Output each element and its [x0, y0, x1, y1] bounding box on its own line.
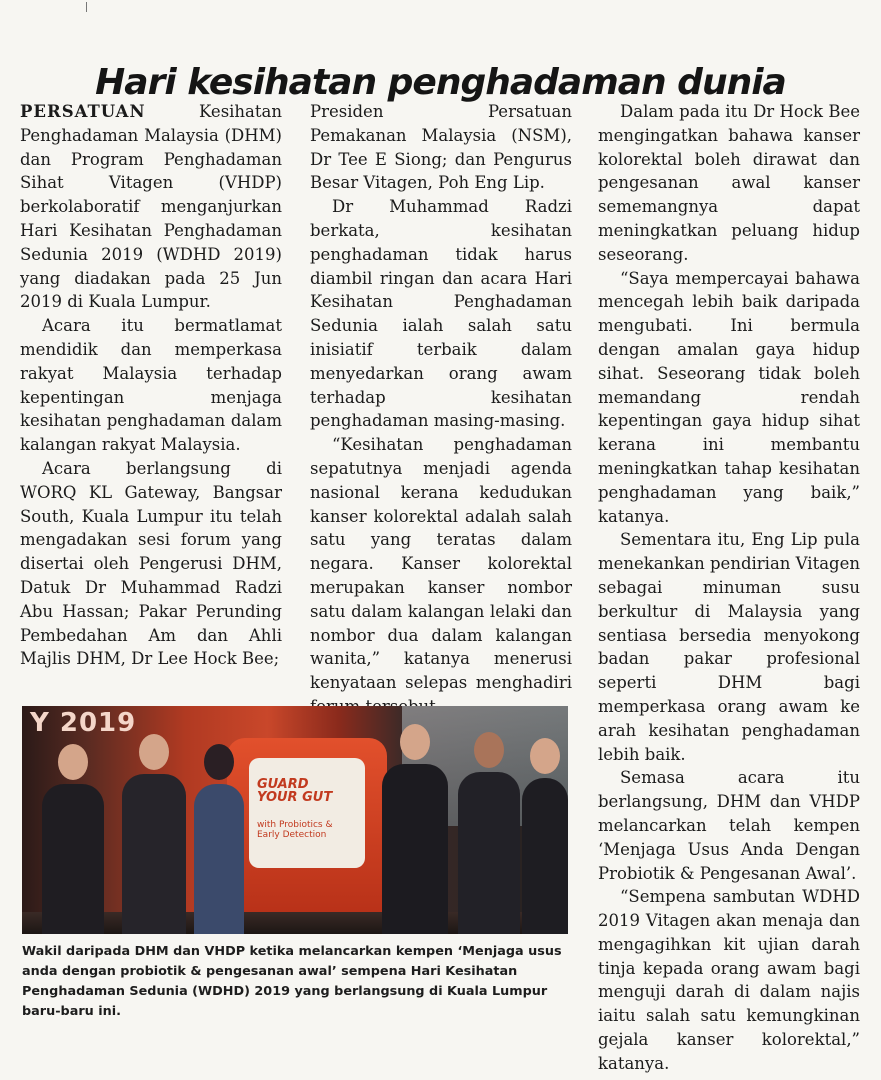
- event-photo: [22, 706, 568, 934]
- person-head: [139, 734, 169, 770]
- article-column-1: [20, 100, 282, 671]
- logo-line-2: YOUR GUT: [257, 790, 333, 805]
- paragraph: Dr Muhammad Radzi berkata, kesihatan penghadaman tidak harus diambil ringan dan acara Hari Kesihatan Penghadaman Sedunia ialah salah satu inisiatif terbaik dalam menyedarkan orang awam terhadap kesihatan penghadaman masing-masing.: [310, 197, 572, 431]
- person-figure: [382, 764, 448, 934]
- paragraph: Dalam pada itu Dr Hock Bee mengingatkan bahawa kanser kolorektal boleh dirawat dan pengesanan awal kanser sememangnya dapat meningkatkan peluang hidup seseorang.: [598, 102, 860, 264]
- article-column-3: [598, 100, 860, 1076]
- article-column-2: [310, 100, 572, 719]
- person-figure: [194, 784, 244, 934]
- person-figure: [122, 774, 186, 934]
- person-head: [474, 732, 504, 768]
- page-mark: [86, 2, 87, 12]
- paragraph-text: Kesihatan Penghadaman Malaysia (DHM) dan Program Penghadaman Sihat Vitagen (VHDP) berkolaboratif menganjurkan Hari Kesihatan Penghadaman Sedunia 2019 (WDHD 2019) yang diadakan pada 25 Jun 2019 di Kuala Lumpur.: [20, 102, 282, 312]
- person-figure: [522, 778, 568, 934]
- headline: Hari kesihatan penghadaman dunia: [95, 62, 786, 104]
- campaign-booth: [227, 738, 387, 928]
- booth-panel: [249, 758, 365, 868]
- paragraph: “Kesihatan penghadaman sepatutnya menjadi agenda nasional kerana kedudukan kanser kolorektal adalah salah satu yang teratas dalam negara. Kanser kolorektal merupakan kanser nombor satu dalam kalangan lelaki dan nombor dua dalam kalangan wanita,” katanya menerusi kenyataan selepas menghadiri: [310, 435, 572, 693]
- paragraph: Semasa acara itu berlangsung, DHM dan VHDP melancarkan telah kempen ‘Menjaga Usus Anda Dengan Probiotik & Pengesanan Awal’.: [598, 768, 860, 883]
- logo-subtitle: with Probiotics & Early Detection: [257, 820, 333, 840]
- paragraph: “Sempena sambutan WDHD 2019 Vitagen akan menaja dan mengagihkan kit ujian darah tinja kepada orang awam bagi menguji darah di dalam najis iaitu salah satu kemungkinan gejala kanser kolorektal,” katanya.: [598, 887, 860, 1073]
- paragraph: Sementara itu, Eng Lip pula menekankan pendirian Vitagen sebagai minuman susu berkultur di Malaysia yang sentiasa bersedia menyokong badan pakar profesional seperti DHM bagi memperkasa orang awam ke arah kesihatan penghadaman lebih baik.: [598, 530, 860, 764]
- person-figure: [42, 784, 104, 934]
- paragraph: Acara itu bermatlamat mendidik dan memperkasa rakyat Malaysia terhadap kepentingan menjaga kesihatan penghadaman dalam kalangan rakyat Malaysia.: [20, 316, 282, 455]
- logo-line-1: GUARD: [257, 777, 309, 792]
- person-figure: [458, 772, 520, 934]
- person-head: [204, 744, 234, 780]
- person-head: [400, 724, 430, 760]
- paragraph: [20, 100, 282, 314]
- photo-caption: Wakil daripada DHM dan VHDP ketika melancarkan kempen ‘Menjaga usus anda dengan probiotik & pengesanan awal’ sempena Hari Kesihatan Penghadaman Sedunia (WDHD) 2019 yang berlangsung di Kuala Lumpur baru-baru ini.: [22, 944, 562, 1019]
- campaign-logo: [257, 778, 332, 804]
- paragraph: Presiden Persatuan Pemakanan Malaysia (NSM), Dr Tee E Siong; dan Pengurus Besar Vitagen, Poh Eng Lip.: [310, 102, 572, 193]
- banner-year-text: Y 2019: [30, 708, 137, 738]
- person-head: [530, 738, 560, 774]
- person-head: [58, 744, 88, 780]
- paragraph: Acara berlangsung di WORQ KL Gateway, Bangsar South, Kuala Lumpur itu telah mengadakan sesi forum yang disertai oleh Pengerusi DHM, Datuk Dr Muhammad Radzi Abu Hassan; Pakar Perunding Pembedahan Am dan Ahli Majlis DHM, Dr Lee Hock Bee;: [20, 458, 282, 669]
- lead-word: PERSATUAN: [20, 102, 146, 121]
- paragraph: “Saya mempercayai bahawa mencegah lebih baik daripada mengubati. Ini bermula dengan amalan gaya hidup sihat. Seseorang tidak boleh memandang rendah kepentingan gaya hidup sihat kerana ini membantu meningkatkan tahap kesihatan penghadaman yang baik,” katanya.: [598, 268, 860, 526]
